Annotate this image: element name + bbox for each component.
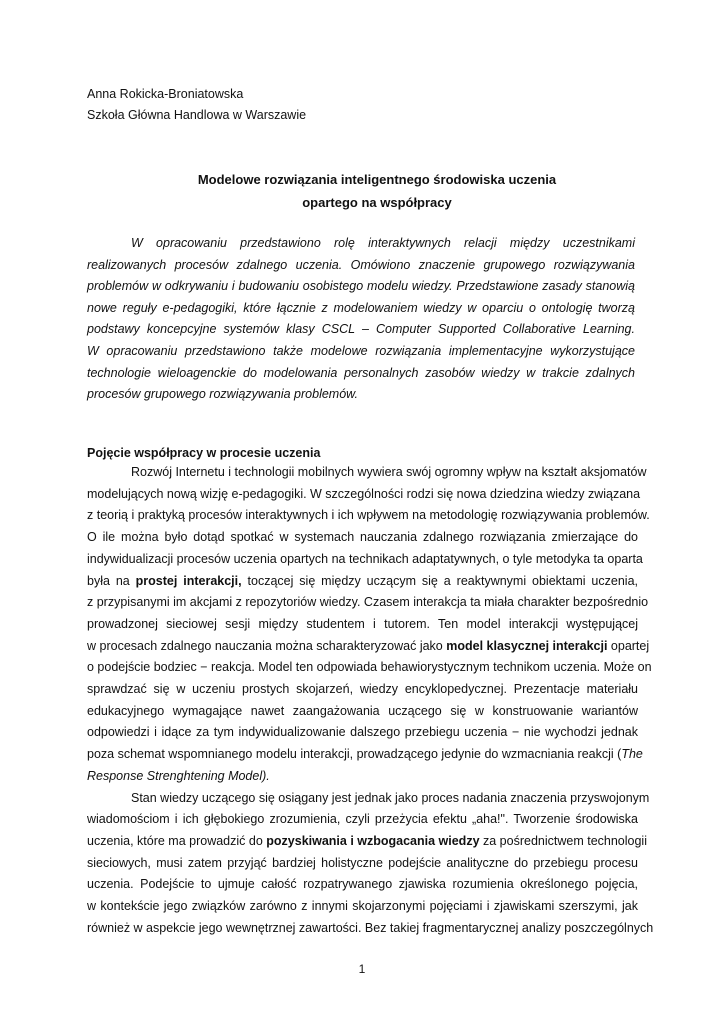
body-line: z przypisanymi im akcjami z repozytoriów wiedzy. Czasem interakcja ta miała charakter bezpośrednio (87, 595, 649, 610)
body-text-run: była na (87, 573, 136, 588)
body-line: prowadzonej sieciowej sesji między studentem i tutorem. Ten model interakcji występującej (87, 616, 638, 631)
bold-term: pozyskiwania i wzbogacania wiedzy (266, 833, 480, 848)
abstract-line: W opracowaniu przedstawiono także modelowe rozwiązania implementacyjne wykorzystujące (87, 343, 635, 358)
body-line: indywidualizacji procesów uczenia opartych na technikach adaptatywnych, o tyle metodyka ta oparta (87, 551, 643, 566)
body-line: w kontekście jego związków zarówno z innymi skojarzonymi pojęciami i zjawiskami szerszymi, jak (87, 899, 638, 914)
author-block (87, 84, 306, 126)
body-line: wiadomościom i ich głębokiego zrozumienia, czyli przeżycia efektu „aha!". Tworzenie środowiska (87, 812, 638, 827)
abstract-line: procesów grupowego rozwiązywania problemów. (87, 387, 358, 402)
body-line: również w aspekcie jego wewnętrznej zawartości. Bez takiej fragmentarycznej analizy poszczególnych (87, 920, 654, 935)
abstract-line: W opracowaniu przedstawiono rolę interaktywnych relacji między uczestnikami (131, 236, 635, 250)
section-body (87, 462, 654, 939)
body-line: edukacyjnego wymagające nawet zaangażowania uczącego się w konstruowanie wariantów (87, 703, 638, 718)
body-line: uczenia. Podejście to ujmuje całość rozpatrywanego zjawiska rozumienia określonego pojęcia, (87, 877, 638, 892)
body-line: Rozwój Internetu i technologii mobilnych wywiera swój ogromny wpływ na kształt aksjomatów (131, 465, 647, 479)
body-line: Stan wiedzy uczącego się osiągany jest jednak jako proces nadania znaczenia przyswojonym (131, 790, 650, 805)
title-line-1: Modelowe rozwiązania inteligentnego środowiska uczenia (197, 172, 557, 187)
author-affiliation: Szkoła Główna Handlowa w Warszawie (87, 108, 307, 122)
abstract-line: realizowanych procesów zdalnego uczenia. Omówiono znaczenie grupowego rozwiązywania (87, 257, 635, 272)
body-text-run: za pośrednictwem technologii (479, 833, 647, 848)
abstract-line: nowe reguły e-pedagogiki, które łącznie z modelowaniem wiedzy w oparciu o ontologię tworzą (87, 300, 635, 315)
paper-title (87, 168, 667, 214)
body-line: sieciowych, musi zatem przyjąć bardziej holistyczne podejście analityczne do przebiegu procesu (87, 855, 638, 870)
body-text-run: toczącej się między uczącym się a reaktywnymi obiektami uczenia, (241, 573, 638, 588)
body-text-run: w procesach zdalnego nauczania można scharakteryzować jako (87, 638, 447, 653)
body-line (87, 744, 643, 766)
body-line (87, 571, 638, 593)
abstract-line: technologie wieloagenckie do modelowania personalnych zasobów wiedzy w trakcie zdalnych (87, 365, 635, 380)
body-line: sprawdzać się w uczeniu prostych skojarzeń, wiedzy encyklopedycznej. Prezentacje materiału (87, 682, 638, 697)
abstract (87, 233, 635, 406)
body-line (87, 636, 650, 658)
body-line: O ile można było dotąd spotkać w systemach nauczania zdalnego rozwiązania zmierzające do (87, 530, 638, 545)
body-text-run: uczenia, które ma prowadzić do (87, 833, 267, 848)
abstract-line: problemów w odkrywaniu i budowaniu osobistego modelu wiedzy. Przedstawione zasady stanowią (87, 279, 635, 294)
italic-term: The (621, 747, 643, 762)
body-line (87, 831, 647, 853)
body-line (87, 766, 638, 788)
author-name: Anna Rokicka-Broniatowska (87, 87, 244, 101)
bold-term: model klasycznej interakcji (446, 638, 608, 653)
body-text-run: opartej (607, 638, 650, 653)
body-line: odpowiedzi i idące za tym indywidualizowanie dalszego przebiegu uczenia − nie wychodzi jednak (87, 725, 638, 740)
body-line: modelujących nową wizję e-pedagogiki. W szczególności rodzi się nowa dziedzina wiedzy związana (87, 486, 641, 501)
title-line-2: opartego na współpracy (302, 195, 452, 210)
body-text-run: poza schemat wspomnianego modelu interakcji, prowadzącego jedynie do wzmacniania reakcji ( (87, 747, 622, 762)
page-number: 1 (358, 962, 366, 976)
body-line: o podejście bodziec − reakcja. Model ten odpowiada behawiorystycznym technikom uczenia. Może on (87, 660, 652, 675)
body-line: z teorią i praktyką procesów interaktywnych i ich wpływem na metodologię rozwiązywania problemów. (87, 508, 650, 523)
bold-term: prostej interakcji, (135, 573, 242, 588)
italic-term: Response Strenghtening Model). (87, 768, 270, 783)
abstract-line: podstawy koncepcyjne systemów klasy CSCL – Computer Supported Collaborative Learning. (87, 322, 635, 337)
section-heading: Pojęcie współpracy w procesie uczenia (87, 446, 321, 460)
